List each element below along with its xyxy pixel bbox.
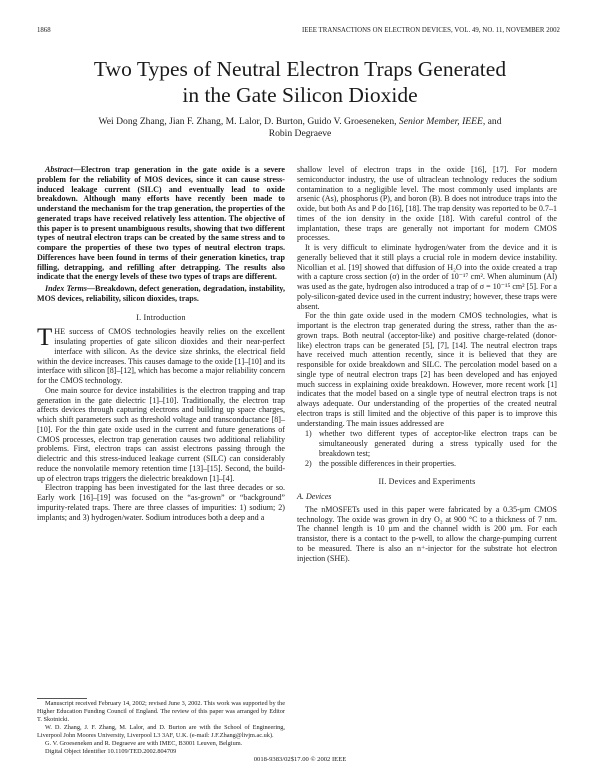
paper-title (40, 56, 560, 108)
intro-paragraph-1-text: HE success of CMOS technologies heavily relies on the excellent insulating properties of gate silicon dioxides and their near-perfect interface with silicon. As the device size shrinks, the electrical field within the device increases. This causes damage to the oxide [1]–[10] and its interface with silicon [8]–[12], which has become a major reliability concern for the CMOS technology. (37, 327, 285, 385)
author-last: Robin Degraeve (268, 128, 332, 140)
section-heading-introduction: I. Introduction (136, 312, 186, 322)
running-header (37, 27, 560, 37)
index-terms-label: Index Terms— (45, 284, 95, 293)
intro-paragraph-4: shallow level of electron traps in the oxide [16], [17]. For modern semiconductor industry, the use of ultraclean technology reduces the sodium contamination to a negligible level. The most commonly used implants are arsenic (As), phosphorus (P), and boron (B). B does not introduce traps into the oxide, but both As and P do [16], [18]. The trap density was reported to be 0.7–1 times of the ion density in the oxide [18]. With careful control of the implantation, these traps are generally not important for modern CMOS processes. (297, 165, 557, 243)
devices-paragraph-1: The nMOSFETs used in this paper were fabricated by a 0.35-μm CMOS technology. The oxide was grown in dry O₂ at 900 °C to a thickness of 7 nm. The channel length is 10 μm and the channel width is 200 μm. For each transistor, there is a contact to the p-well, to allow the charge-pumping current to be measured. There is also an n⁺-injector for the substrate hot electron injection (SHE). (297, 504, 557, 563)
list-item-number: 1) (305, 429, 312, 439)
footnote-affiliation-2: G. V. Groeseneken and R. Degraeve are with IMEC, B3001 Leuven, Belgium. (45, 740, 243, 747)
footnote-doi: Digital Object Identifier 10.1109/TED.2002.804709 (45, 748, 177, 755)
intro-paragraph-1 (37, 324, 285, 386)
right-column (297, 165, 557, 563)
journal-name: IEEE TRANSACTIONS ON ELECTRON DEVICES, VOL. 49, NO. 11, NOVEMBER 2002 (301, 27, 560, 34)
drop-cap: T (37, 324, 53, 352)
copyright-footer: 0018-9383/02$17.00 © 2002 IEEE (253, 756, 347, 763)
author-and: , and (482, 116, 502, 127)
author-names: Wei Dong Zhang, Jian F. Zhang, M. Lalor, D. Burton, Guido V. Groeseneken, (98, 116, 397, 127)
abstract-text: Electron trap generation in the gate oxide is a severe problem for the reliability of MOS devices, since it can cause stress-induced leakage current (SILC) and eventually lead to oxide breakdown. Although many efforts have recently been made to understand the mechanism for the trap generation, the properties of the generated traps have received relatively less attention. The objective of this paper is to present unambiguous results, showing that two different types of neutral electron traps can be created by the same stress and to compare the properties of these two types of neutral electron traps. Differences have been found in terms of their generation kinetics, trap filling, detrapping, and refilling after detrapping. The results also indicate that the energy levels of these two types of traps are different. (37, 165, 285, 282)
footnote-divider (37, 698, 87, 699)
list-item (297, 429, 557, 458)
title-line-2: in the Gate Silicon Dioxide (182, 83, 418, 107)
list-item-text: whether two different types of acceptor-like electron traps can be simultaneously generated during a stress typically used for the breakdown test; (319, 429, 557, 458)
list-item-number: 2) (305, 458, 312, 468)
footnote-affiliation-1: W. D. Zhang, J. F. Zhang, M. Lalor, and D. Burton are with the School of Engineering, Liverpool John Moores University, Liverpool L3 3AF, U.K. (e-mail: J.F.Zhang@livjm.ac.uk). (37, 724, 285, 739)
page-number: 1868 (37, 27, 51, 34)
index-terms-text: Breakdown, defect generation, degradation, instability, MOS devices, reliability, silicon dioxides, traps. (37, 284, 285, 303)
index-terms (37, 284, 285, 304)
intro-paragraph-2: One main source for device instabilities is the electron trapping and trap generation in the gate dielectric [1]–[10]. Traditionally, the electron trap affects devices through capturing electrons and building up space charges, which shift parameters such as threshold voltage and transconductance [8]–[10]. For the thin gate oxide used in the current and future generations of CMOS processes, electron trap generation causes two additional reliability problems. First, electron traps can assist electrons passing through the dielectric and this stress-induced leakage current (SILC) can considerably reduce the nonvolatile memory retention time [13]–[15]. Second, the build-up of electron traps triggers the dielectric breakdown [1]–[4]. (37, 385, 285, 483)
intro-paragraph-6: For the thin gate oxide used in the modern CMOS technologies, what is important is the electron trap generated during the stress, rather than the as-grown traps. Both neutral (acceptor-like) and positive charge-related (donor-like) electron traps can be generated [5], [7], [14]. The neutral electron traps have received much attention recently, since it is believed that they are responsible for oxide breakdown and SILC. The percolation model based on a single type of neutral electron traps [2] has been developed and has enjoyed much success in explaining oxide breakdown. However, more recent work [1] indicates that the model based on a single type of neutral electron traps is not always adequate. Our understanding of the properties of the created neutral electron traps is still limited and the objective of this paper is to improve this understanding. The main issues addressed are (297, 311, 557, 428)
abstract-label: Abstract— (45, 165, 81, 174)
list-item-text: the possible differences in their properties. (319, 458, 457, 468)
list-item (297, 459, 557, 469)
footnote-manuscript: Manuscript received February 14, 2002; revised June 3, 2002. This work was supported by the Higher Education Funding Council of England. The review of this paper was arranged by Editor T. Skotnicki. (37, 700, 285, 723)
issues-list (297, 429, 557, 468)
intro-paragraph-5: It is very difficult to eliminate hydrogen/water from the device and it is generally believed that it still plays a crucial role in modern device instability. Nicollian et al. [19] showed that diffusion of H₂O into the oxide created a trap with a capture cross section (σ) in the order of 10⁻¹⁷ cm². When aluminum (Al) was used as the gate, hydrogen also introduced a trap of σ = 10⁻¹⁵ cm² [5]. For a poly-silicon-gated device used in the current industry; however, these traps were absent. (297, 243, 557, 311)
title-line-1: Two Types of Neutral Electron Traps Generated (93, 57, 507, 81)
left-column (37, 165, 285, 522)
subsection-heading-devices: A. Devices (297, 492, 332, 501)
section-heading-devices: II. Devices and Experiments (378, 477, 476, 487)
author-list (40, 116, 560, 140)
intro-paragraph-3: Electron trapping has been investigated for the last three decades or so. Early work [16]–[19] was focused on the “as-grown” or “background” impurity-related traps. There are three classes of impurities: 1) sodium; 2) implants; and 3) hydrogen/water. Sodium introduces both a deep and a (37, 483, 285, 522)
author-membership: Senior Member, IEEE (398, 116, 483, 127)
abstract (37, 165, 285, 282)
footnotes (37, 700, 285, 756)
